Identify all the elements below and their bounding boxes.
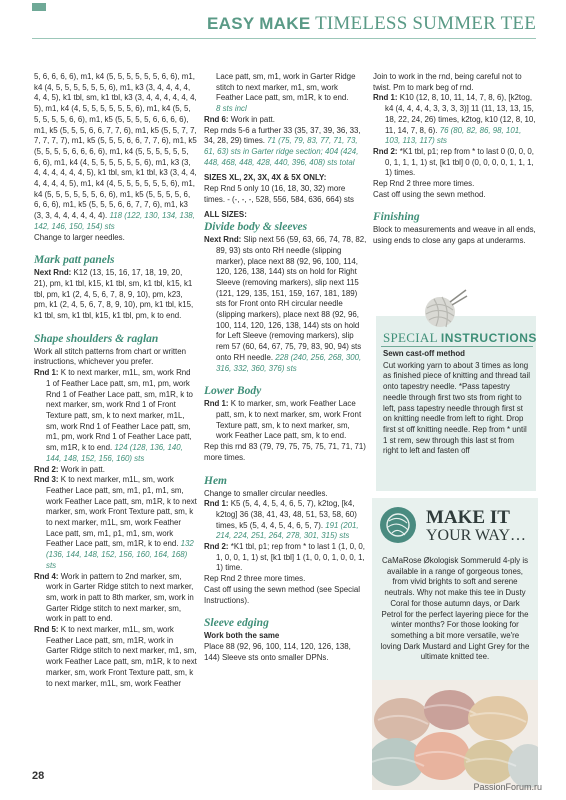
instruction-row: Rnd 2: Work in patt. [34,464,105,474]
instruction-row: Rnd 6: Work in patt. [204,114,275,124]
instruction-row: Rnd 2: *K1 tbl, p1; rep from * to last 0 (0, 0, 0, 0, 1, 1, 1, 1) st, [k1 tbl] 0 (0, 0, 0, 0, 1, 1, 1, 1) times. [373,146,534,178]
sizes-label: Work both the same [204,631,280,641]
body-text: Cast off using the sewn method. [373,189,486,199]
body-text: Place 88 (92, 96, 100, 114, 120, 126, 138, 144) Sleeve sts onto smaller DPNs. [204,641,351,662]
section-heading: Mark patt panels [34,254,115,267]
special-title-rule [381,346,533,347]
make-it-body: CaMaRose Økologisk Sommeruld 4-ply is available in a range of gorgeous tones, from vivid brights to soft and serene neutrals. Why not make this tee in Dusty Coral for those autumn days, or Dark Petrol for the perfect layering piece for the winter months? For those looking for something a bit more versatile, we're loving Dark Mustard and Light Grey for the ultimate knitted tee. [380,556,530,662]
instruction-row: Rnd 5: K to next marker, m1L, sm, work Feather Lace patt, sm, m1R, work in Garter Ridge stitch to next marker, m1, sm, work Feather Lace patt, sm, m1R, k to next marker, sm, work Front Texture patt, sm, k to next marker, m1L, sm, work Feather [34,625,197,688]
body-text: Rep Rnd 5 only 10 (16, 18, 30, 32) more times. - (-, -, -, 528, 556, 584, 636, 664) sts [204,184,354,204]
header-accent-bar [32,3,46,11]
body-text: Rep rnds 5-6 a further 33 (35, 37, 39, 36, 33, 34, 28, 29) times. 71 (75, 79, 83, 77, 71, 73, 61, 63) sts in Garter ridge section; 404 (424, 448, 468, 448, 428, 440, 396, 408) sts total [204,125,361,167]
body-text: Cast off using the sewn method (see Special Instructions). [204,584,361,605]
body-text: Block to measurements and weave in all ends, using ends to close any gaps at underarms. [373,225,536,246]
section-heading: Divide body & sleeves [204,221,308,234]
body-text: 5, 6, 6, 6, 6), m1, k4 (5, 5, 5, 5, 5, 5, 6, 6), m1, k4 (4, 5, 5, 5, 5, 5, 5, 6), m1, k3 (3, 4, 4, 4, 4, 4, 4, 5), k1 tbl, sm, k1 tbl, k3 (3, 4, 4, 4, 4, 4, 4, 5), m1, k4 (4, 5, 5, 5, 5, 5, 5, 6), m1, k4 (5, 5, 5, 5, 5, 5, 6, 6), m1, k5 (5, 5, 5, 5, 6, 6, 6, 6), m1, k5 (5, 5, 5, 6, 6, 7, 7, 6), m1, k5 (5, 5, 7, 7, 7, 7, 7, 7), m1, k5 (5, 5, 5, 6, 6, 7, 7, 6), m1, k5 (5, 5, 5, 5, 6, 6, 6, 6), m1, k4 (5, 5, 5, 5, 5, 5, 6, 6), m1, k4 (4, 5, 5, 5, 5, 5, 5, 6), m1, k3 (3, 4, 4, 4, 4, 4, 4, 5), k1 tbl, sm, k1 tbl, k3 (3, 4, 4, 4, 4, 4, 4, 5), m1, k4 (4, 5, 5, 5, 5, 5, 5, 6), m1, k4 (5, 5, 5, 5, 5, 5, 6, 6), m1, k5 (5, 5, 5, 5, 6, 6, 6, 6), m1, k5 (5, 5, 5, 6, 6, 7, 7, 6), m1, k3 (3, 3, 4, 4, 4, 4, 4, 4). 118 (122, 130, 134, 138, 142, 146, 150, 154) sts [34,72,197,231]
body-text: Join to work in the rnd, being careful not to twist. Pm to mark beg of rnd. [373,72,522,92]
section-heading: Finishing [373,211,420,224]
body-text: Lace patt, sm, m1, work in Garter Ridge stitch to next marker, m1, sm, work Feather Lace patt, sm, m1R, k to end. [216,72,356,103]
instruction-row: Rnd 4: Work in pattern to 2nd marker, sm, work in Garter Ridge stitch to next marker, sm, work in patt to 8th marker, sm, work in Garter Ridge stitch to next marker, sm, work in patt to end. [34,571,194,624]
body-text: Rep this rnd 83 (79, 79, 75, 75, 75, 71, 71, 71) more times. [204,442,366,462]
column-1 [34,72,197,689]
instruction-row: Next Rnd: Slip next 56 (59, 63, 66, 74, 78, 82, 89, 93) sts onto RH needle (slipping marker), place next 88 (92, 96, 100, 114, 120, 126, 138, 144) sts on hold for Right Sleeve (removing markers), slip next 115 (121, 129, 135, 151, 159, 167, 181, 189) sts for Front onto RH circular needle (slipping markers), place next 88 (92, 96, 100, 114, 120, 126, 138, 144) sts on hold for Left Sleeve (removing markers), slip rem 57 (60, 64, 67, 75, 79, 83, 90, 94) sts onto RH needle. 228 (240, 256, 268, 300, 316, 332, 360, 376) sts [204,235,367,373]
body-text: Change to smaller circular needles. [204,488,328,498]
body-text: Work all stitch patterns from chart or written instructions, whichever you prefer. [34,346,187,367]
special-instructions-body [383,349,531,457]
body-text: Rep Rnd 2 three more times. [204,574,306,584]
header-rule [32,38,536,39]
special-instructions-title: SPECIAL INSTRUCTIONS [383,330,537,345]
stitch-count: 8 sts incl [216,104,247,114]
body-text: Change to larger needles. [34,232,125,242]
make-it-title: MAKE IT [426,507,510,528]
sizes-label: ALL SIZES: [204,210,247,220]
body-text: Rep Rnd 2 three more times. [373,179,475,189]
instruction-row: Next Rnd: K12 (13, 15, 16, 17, 18, 19, 20, 21), pm, k1 tbl, k15, k1 tbl, sm, k1 tbl, k15, k1 tbl, pm, k1 (2, 4, 5, 6, 7, 8, 9, 10), pm, k23, pm, k1 (2, 4, 5, 6, 7, 8, 9, 10), pm, k1 tbl, k15, k1 tbl, sm, k1 tbl, k15, k1 tbl, pm, k to end. [34,268,194,321]
instruction-row: Rnd 3: K to next marker, m1L, sm, work Feather Lace patt, sm, m1, p1, m1, sm, work Feather Lace patt, sm, m1R, k to next marker, sm, work Front Texture patt, sm, k to next marker, m1L, sm, work Feather Lace patt, sm, m1, p1, m1, sm, work Feather Lace patt, sm, m1R, k to end. 132 (136, 144, 148, 152, 156, 160, 164, 168) sts [34,475,197,570]
instruction-row: Rnd 1: K to next marker, m1L, sm, work Rnd 1 of Feather Lace patt, sm, m1, pm, work Rnd 1 of Feather Lace patt, sm, m1R, k to next marker, sm, work Rnd 1 of Front Texture patt, sm, k to next marker, m1L, sm, work Rnd 1 of Feather Lace patt, sm, m1, pm, work Rnd 1 of Feather Lace patt, sm, m1R, k to end. 124 (128, 136, 140, 144, 148, 152, 156, 160) sts [34,368,193,463]
column-2 [204,72,367,663]
watermark: PassionForum.ru [473,782,542,792]
page-number: 28 [32,770,45,782]
instruction-row: Rnd 1: K10 (12, 8, 10, 11, 14, 7, 8, 6), [k2tog, k4 (4, 4, 4, 4, 3, 3, 3, 3)] 11 (11, 13, 13, 15, 18, 22, 24, 26) times, k2tog, k10 (12, 8, 10, 11, 14, 7, 8, 6). 76 (80, 82, 86, 98, 101, 103, 113, 117) sts [373,93,536,146]
section-heading: Shape shoulders & raglan [34,332,159,345]
running-title: EASY MAKE TIMELESS SUMMER TEE [207,13,536,34]
page-header [0,0,566,40]
instruction-row: Rnd 1: K to marker, sm, work Feather Lace patt, sm, k to next marker, sm, work Front Texture patt, sm, k to next marker, sm, work Feather Lace patt, sm, k to end. [204,399,362,441]
special-subhead: Sewn cast-off method [383,349,465,358]
yarn-icon [378,505,418,545]
column-3 [373,72,536,247]
body-text: Cut working yarn to about 3 times as long as finished piece of knitting and thread tail onto tapestry needle. *Pass tapestry needle through first two sts from right to left, pass tapestry needle through first st on knitting needle from left to right. Drop first st off knitting needle. Rep from * until 1 st rem, sew through this last st from right to left and fasten off [383,360,530,456]
sizes-label: SIZES XL, 2X, 3X, 4X & 5X ONLY: [204,173,327,183]
make-it-subtitle: YOUR WAY… [426,527,527,544]
section-heading: Hem [204,474,227,487]
yarn-ball-icon [416,288,468,328]
section-heading: Sleeve edging [204,617,269,630]
yarn-photo [372,680,538,790]
section-heading: Lower Body [204,385,262,398]
instruction-row: Rnd 2: *K1 tbl, p1; rep from * to last 1 (1, 0, 0, 1, 0, 0, 1, 1) st, [k1 tbl] 1 (1, 0, 0, 1, 0, 0, 1, 1) time. [204,542,365,573]
instruction-row: Rnd 1: K5 (5, 4, 4, 5, 4, 6, 5, 7), k2tog, [k4, k2tog] 36 (38, 41, 43, 48, 51, 53, 58, 60) times, k5 (5, 4, 4, 5, 4, 6, 5, 7). 191 (201, 214, 224, 251, 264, 278, 301, 315) sts [204,499,359,541]
